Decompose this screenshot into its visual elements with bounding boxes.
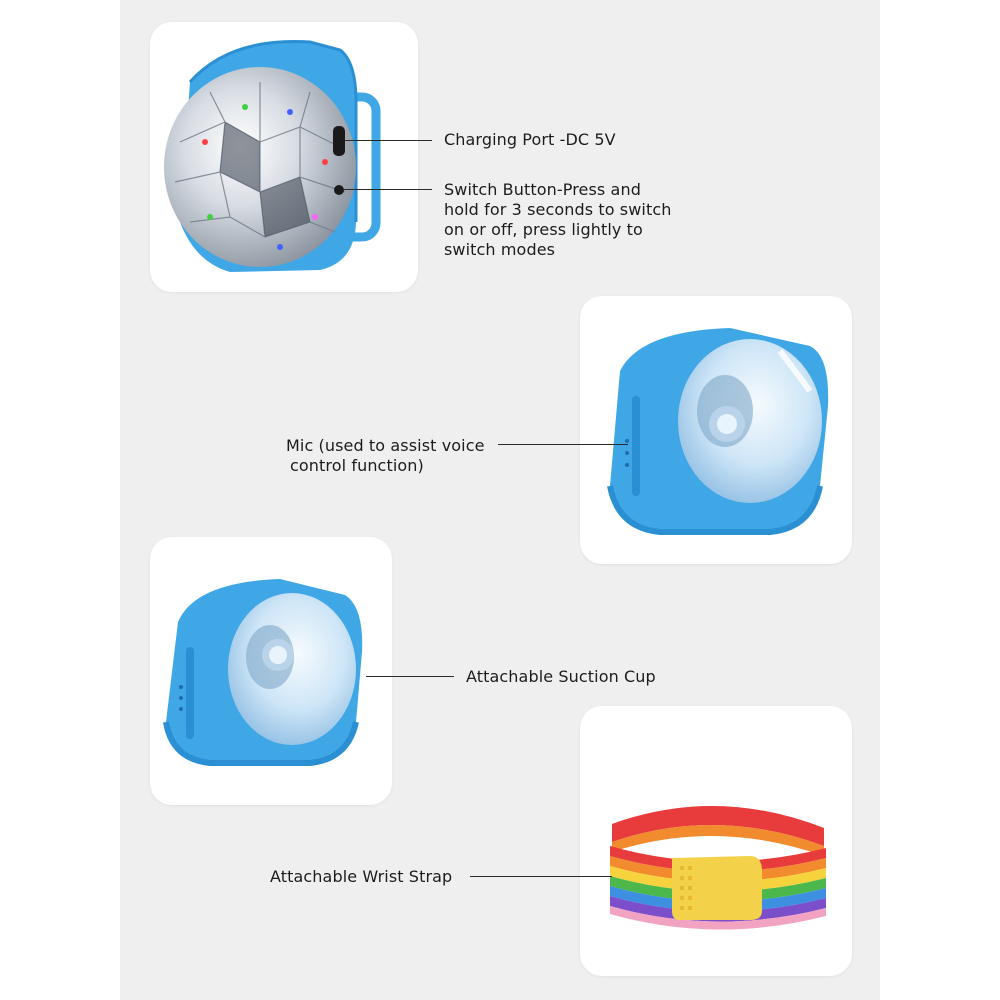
- charging-port-text: Charging Port -DC 5V: [444, 130, 616, 149]
- right-margin: [880, 0, 1000, 1000]
- charging-port-label: [444, 130, 616, 150]
- wrist-strap-leader-line: [470, 876, 612, 877]
- switch-button-line-1: Switch Button-Press and: [444, 180, 641, 199]
- mic-line-1: Mic (used to assist voice: [286, 436, 485, 455]
- wrist-strap-text: Attachable Wrist Strap: [270, 867, 453, 886]
- mic-device-image: [580, 296, 852, 564]
- wrist-strap-card: [580, 706, 852, 976]
- wrist-strap-label: [270, 867, 452, 887]
- mic-leader-line: [498, 444, 628, 445]
- wrist-strap-image: [580, 706, 852, 976]
- switch-button-line-2: hold for 3 seconds to switch: [444, 200, 672, 219]
- mic-line-2: control function): [290, 456, 424, 475]
- charging-port-leader-line: [344, 140, 432, 141]
- switch-button-label: [444, 180, 671, 260]
- suction-cup-card: [150, 537, 392, 805]
- left-margin: [0, 0, 120, 1000]
- suction-cup-text: Attachable Suction Cup: [466, 667, 656, 686]
- suction-cup-label: [466, 667, 656, 687]
- suction-cup-leader-line: [366, 676, 454, 677]
- switch-button-leader-line: [344, 189, 432, 190]
- mic-view-card: [580, 296, 852, 564]
- disco-light-card: [150, 22, 418, 292]
- suction-cup-image: [150, 537, 392, 805]
- switch-button-line-3: on or off, press lightly to: [444, 220, 643, 239]
- disco-light-image: [150, 22, 418, 292]
- mic-label: [286, 436, 485, 476]
- switch-button-line-4: switch modes: [444, 240, 556, 259]
